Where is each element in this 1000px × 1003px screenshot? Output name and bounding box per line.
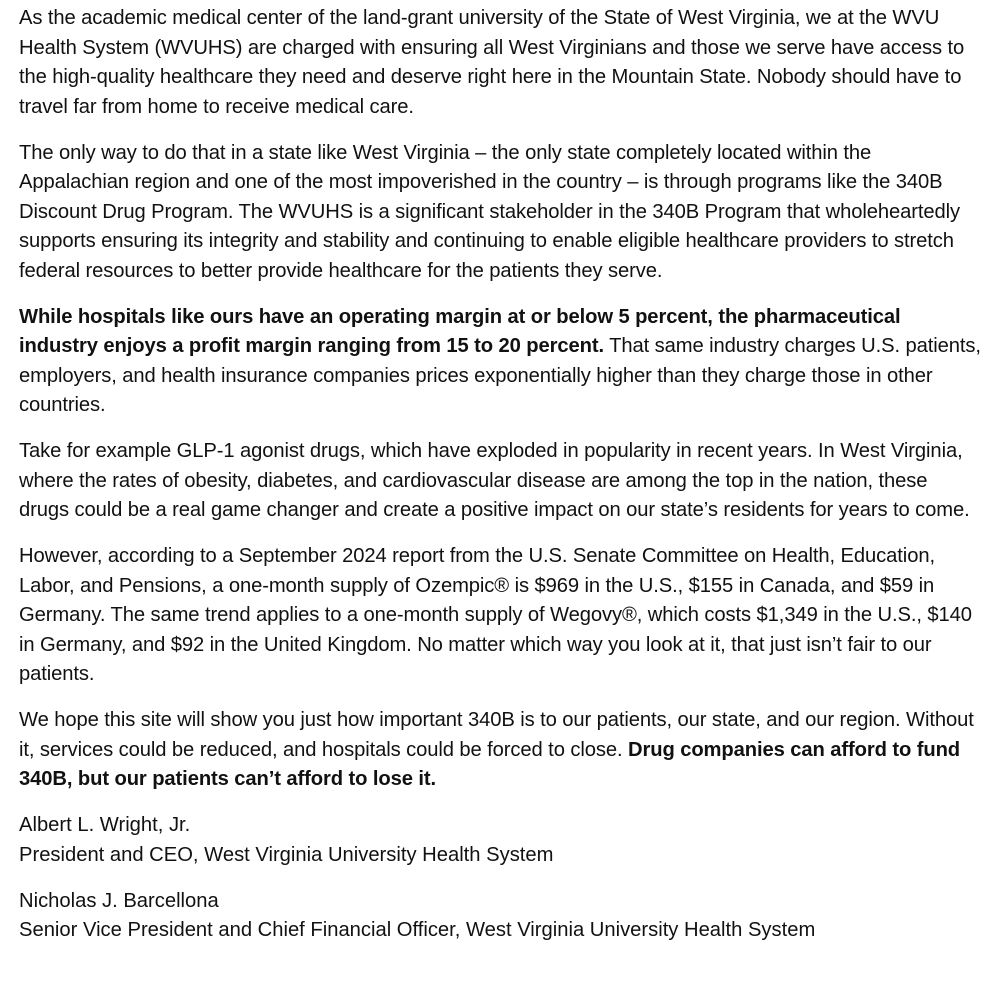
paragraph-drug-prices (19, 542, 982, 690)
paragraph-340b-program (19, 139, 982, 287)
paragraph-text: We hope this site will show you just how important 340B is to our patients, our state, and our region. Without it, services could be reduced, and hospitals could be forced to close. (19, 709, 974, 761)
paragraph-text: However, according to a September 2024 report from the U.S. Senate Committee on Health, Education, Labor, and Pensions, a one-month supply of Ozempic® is $969 in the U.S., $155 in Canada, and $59 in Germany. The same trend applies to a one-month supply of Wegovy®, which costs $1,349 in the U.S., $140 in Germany, and $92 in the United Kingdom. No matter which way you look at it, that just isn’t fair to our patients. (19, 545, 972, 685)
signatory-title: Senior Vice President and Chief Financial Officer, West Virginia University Health System (19, 919, 816, 941)
paragraph-bold-text: While hospitals like ours have an operating margin at or below 5 percent, the pharmaceutical industry enjoys a profit margin ranging from 15 to 20 percent. (19, 305, 901, 357)
paragraph-closing (19, 706, 982, 795)
paragraph-text: As the academic medical center of the land-grant university of the State of West Virginia, we at the WVU Health System (WVUHS) are charged with ensuring all West Virginians and those we serve have access to the high-quality healthcare they need and deserve right here in the Mountain State. Nobody should have to travel far from home to receive medical care. (19, 7, 965, 118)
paragraph-text: The only way to do that in a state like West Virginia – the only state completely located within the Appalachian region and one of the most impoverished in the country – is through programs like the 340B Discount Drug Program. The WVUHS is a significant stakeholder in the 340B Program that wholeheartedly supports ensuring its integrity and stability and continuing to enable eligible healthcare providers to stretch federal resources to better provide healthcare for the patients they serve. (19, 141, 961, 282)
signatory-name: Albert L. Wright, Jr. (19, 814, 191, 836)
paragraph-text: That same industry charges U.S. patients, employers, and health insurance companies prices exponentially higher than they charge those in other countries. (19, 335, 981, 416)
signatory-name: Nicholas J. Barcellona (19, 889, 219, 912)
signature-block-wright (19, 811, 982, 870)
paragraph-text: Take for example GLP-1 agonist drugs, which have exploded in popularity in recent years. In West Virginia, where the rates of obesity, diabetes, and cardiovascular disease are among the top in the nation, these drugs could be a real game changer and create a positive impact on our state’s residents for years to come. (19, 440, 970, 521)
paragraph-profit-margins (19, 303, 982, 421)
paragraph-intro (19, 4, 982, 122)
signatory-title: President and CEO, West Virginia University Health System (19, 843, 554, 866)
paragraph-glp1-drugs (19, 437, 982, 526)
paragraph-bold-text: Drug companies can afford to fund 340B, but our patients can’t afford to lose it. (19, 738, 961, 790)
signature-block-barcellona (19, 887, 982, 946)
